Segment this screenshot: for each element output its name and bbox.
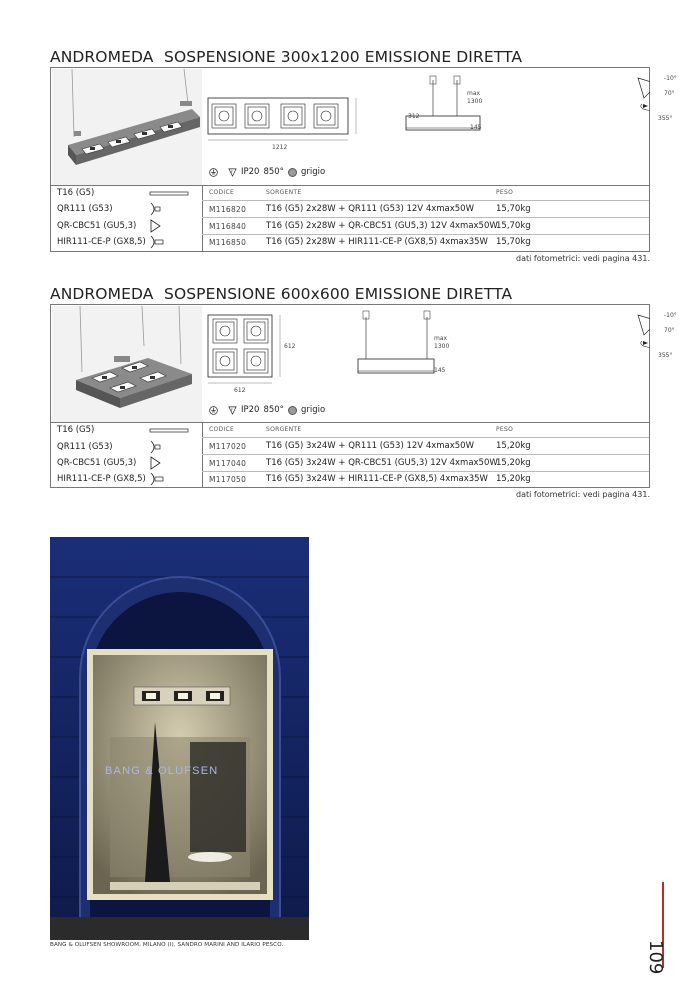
angle-rotation: 355° bbox=[658, 115, 673, 122]
class-ii-icon bbox=[209, 406, 218, 415]
row-source: T16 (G5) 2x28W + QR111 (G53) 12V 4xmax50W bbox=[266, 204, 474, 214]
reflector-lamp-icon bbox=[149, 202, 163, 216]
spec-row bbox=[209, 405, 325, 415]
header-source: SORGENTE bbox=[266, 189, 302, 196]
photometric-note: dati fotometrici: vedi pagina 431. bbox=[516, 490, 650, 499]
beam-angle: 850° bbox=[263, 167, 284, 177]
spec-row bbox=[209, 167, 325, 177]
header-code: CODICE bbox=[209, 189, 235, 196]
lamp-label: QR111 (G53) bbox=[57, 204, 113, 214]
dim-cable-max: max bbox=[467, 90, 481, 97]
photometric-note: dati fotometrici: vedi pagina 431. bbox=[516, 254, 650, 263]
beam-angle: 850° bbox=[263, 405, 284, 415]
product-title: SOSPENSIONE 600x600 EMISSIONE DIRETTA bbox=[164, 285, 513, 303]
lamp-label: T16 (G5) bbox=[57, 188, 95, 198]
hir-lamp-icon bbox=[149, 472, 165, 486]
svg-text:F: F bbox=[230, 169, 234, 174]
showroom-photo bbox=[50, 537, 309, 940]
row-weight: 15,70kg bbox=[496, 237, 531, 247]
brand-name: ANDROMEDA bbox=[50, 285, 154, 303]
angle-tilt: 70° bbox=[664, 327, 675, 334]
ip-rating: IP20 bbox=[241, 405, 260, 415]
lamp-label: HIR111-CE-P (GX8,5) bbox=[57, 474, 146, 484]
angle-tilt-up: -10° bbox=[664, 312, 677, 319]
tube-lamp-icon bbox=[149, 190, 189, 198]
dim-length: 1212 bbox=[272, 144, 288, 151]
showroom-sign: BANG & OLUFSEN bbox=[105, 765, 219, 777]
dim-body: 145 bbox=[470, 124, 482, 131]
row-weight: 15,70kg bbox=[496, 221, 531, 231]
dichroic-lamp-icon bbox=[149, 219, 163, 233]
table-divider bbox=[202, 185, 203, 251]
row-rule bbox=[202, 217, 649, 218]
product-photo bbox=[52, 306, 202, 423]
product-title: SOSPENSIONE 300x1200 EMISSIONE DIRETTA bbox=[164, 48, 523, 66]
dichroic-lamp-icon bbox=[149, 456, 163, 470]
reflector-lamp-icon bbox=[149, 440, 163, 454]
class-ii-icon bbox=[209, 168, 218, 177]
finish-label: grigio bbox=[300, 167, 326, 177]
dim-height: 312 bbox=[408, 113, 420, 120]
tube-lamp-icon bbox=[149, 427, 189, 435]
row-source: T16 (G5) 3x24W + QR-CBC51 (GU5,3) 12V 4xmax50W bbox=[266, 458, 498, 468]
dim-length: 612 bbox=[234, 387, 246, 394]
lamp-label: QR111 (G53) bbox=[57, 442, 113, 452]
svg-text:F: F bbox=[230, 407, 234, 412]
row-rule bbox=[202, 200, 649, 201]
row-rule bbox=[202, 471, 649, 472]
hir-lamp-icon bbox=[149, 235, 165, 249]
row-code: M117050 bbox=[209, 475, 247, 484]
angle-tilt: 70° bbox=[664, 90, 675, 97]
row-rule bbox=[202, 437, 649, 438]
table-top-rule bbox=[51, 185, 649, 186]
header-weight: PESO bbox=[496, 426, 514, 433]
section-title bbox=[50, 285, 650, 305]
finish-swatch bbox=[288, 406, 297, 415]
lamp-label: QR-CBC51 (GU5,3) bbox=[57, 458, 137, 468]
row-code: M116840 bbox=[209, 222, 247, 231]
ip-rating: IP20 bbox=[241, 167, 260, 177]
dim-cable-length: 1300 bbox=[434, 343, 450, 350]
row-code: M116820 bbox=[209, 205, 247, 214]
row-weight: 15,20kg bbox=[496, 458, 531, 468]
product-photo bbox=[52, 69, 202, 186]
row-weight: 15,20kg bbox=[496, 441, 531, 451]
product-box bbox=[50, 67, 677, 252]
lamp-label: HIR111-CE-P (GX8,5) bbox=[57, 237, 146, 247]
header-source: SORGENTE bbox=[266, 426, 302, 433]
row-rule bbox=[202, 454, 649, 455]
row-code: M116850 bbox=[209, 238, 247, 247]
dim-height: 612 bbox=[284, 343, 296, 350]
row-weight: 15,70kg bbox=[496, 204, 531, 214]
row-source: T16 (G5) 2x28W + QR-CBC51 (GU5,3) 12V 4xmax50W bbox=[266, 221, 498, 231]
lamp-label: T16 (G5) bbox=[57, 425, 95, 435]
section-title bbox=[50, 48, 650, 68]
row-code: M117020 bbox=[209, 442, 247, 451]
lamp-label: QR-CBC51 (GU5,3) bbox=[57, 221, 137, 231]
dim-cable-length: 1300 bbox=[467, 98, 483, 105]
photo-caption: BANG & OLUFSEN SHOWROOM, MILANO (I), SANDRO MARINI AND ILARIO PESCO. bbox=[50, 942, 284, 948]
f-mark-icon bbox=[228, 406, 237, 415]
f-mark-icon bbox=[228, 168, 237, 177]
row-source: T16 (G5) 3x24W + HIR111-CE-P (GX8,5) 4xmax35W bbox=[266, 474, 488, 484]
row-rule bbox=[202, 234, 649, 235]
finish-label: grigio bbox=[300, 405, 326, 415]
header-weight: PESO bbox=[496, 189, 514, 196]
angle-tilt-up: -10° bbox=[664, 75, 677, 82]
dim-cable-max: max bbox=[434, 335, 448, 342]
dim-body: 145 bbox=[434, 367, 446, 374]
row-source: T16 (G5) 3x24W + QR111 (G53) 12V 4xmax50W bbox=[266, 441, 474, 451]
table-top-rule bbox=[51, 422, 649, 423]
row-weight: 15,20kg bbox=[496, 474, 531, 484]
header-code: CODICE bbox=[209, 426, 235, 433]
product-box bbox=[50, 304, 677, 488]
row-source: T16 (G5) 2x28W + HIR111-CE-P (GX8,5) 4xmax35W bbox=[266, 237, 488, 247]
row-code: M117040 bbox=[209, 459, 247, 468]
angle-rotation: 355° bbox=[658, 352, 673, 359]
page-number: 109 bbox=[645, 940, 666, 975]
finish-swatch bbox=[288, 168, 297, 177]
brand-name: ANDROMEDA bbox=[50, 48, 154, 66]
